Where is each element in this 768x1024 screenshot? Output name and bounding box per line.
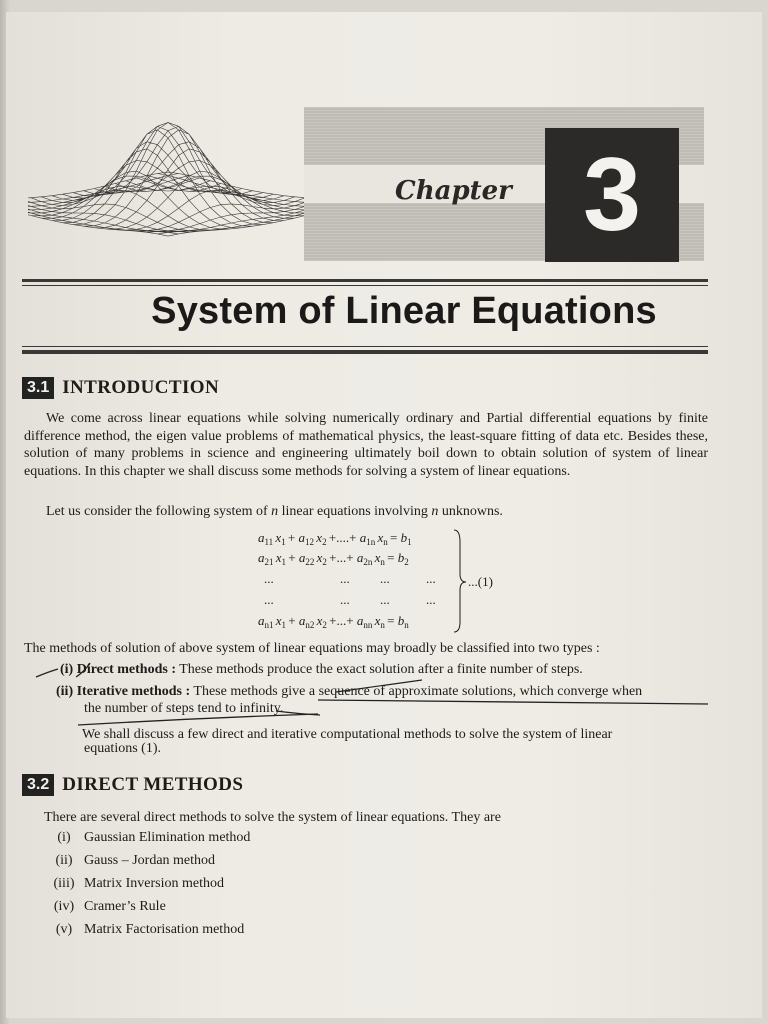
var-n: n — [431, 504, 439, 519]
list-item — [44, 922, 244, 938]
list-num: (iv) — [53, 899, 75, 914]
type-name: Iterative methods : — [76, 684, 191, 699]
classify-line: The methods of solution of above system of linear equations may broadly be classified into two types : — [24, 641, 600, 656]
type-iterative-cont: the number of steps tend to infinity. — [84, 701, 284, 716]
list-num: (ii) — [55, 853, 73, 868]
type-name: Direct methods : — [76, 662, 176, 677]
equation-ellipsis: ... — [380, 592, 390, 607]
type-num: (i) — [60, 662, 74, 677]
type-desc: These methods give a sequence of approximate solutions, which converge when — [193, 684, 643, 699]
list-item — [44, 853, 215, 869]
list-item — [44, 830, 250, 846]
equation-ellipsis: ... — [426, 592, 436, 607]
type-desc: These methods produce the exact solution after a finite number of steps. — [179, 662, 583, 677]
list-label: Gaussian Elimination method — [84, 830, 251, 845]
chapter-number: 3 — [545, 128, 679, 262]
equation-ellipsis: ... — [426, 571, 436, 586]
text: unknowns. — [438, 504, 503, 519]
chapter-label: Chapter — [395, 176, 512, 206]
section-heading-direct — [22, 774, 243, 796]
equation-ellipsis: ... — [264, 592, 274, 607]
equation-label: ...(1) — [468, 574, 493, 589]
list-num: (v) — [55, 922, 73, 937]
section-title: DIRECT METHODS — [62, 774, 244, 795]
closing-line: We shall discuss a few direct and iterative computational methods to solve the system of linear — [82, 727, 613, 742]
equation-ellipsis: ... — [340, 571, 350, 586]
closing-line-2: equations (1). — [84, 741, 161, 756]
list-label: Matrix Inversion method — [84, 876, 224, 891]
list-label: Cramer’s Rule — [84, 899, 166, 914]
list-num: (i) — [57, 830, 71, 845]
text: Let us consider the following system of — [46, 504, 272, 519]
section-number: 3.1 — [22, 377, 54, 399]
equation-row-1: $a_{11}$ $x_1 + a_{12}$ $x_2$ +....+ $a_{1n}$ $x_n = b_1$ — [258, 530, 412, 547]
list-num: (iii) — [53, 876, 75, 891]
equation-ellipsis: ... — [264, 571, 274, 586]
intro-paragraph: We come across linear equations while solving numerically ordinary and Partial differential equations by finite difference method, the eigen value problems of mathematical physics, the least-square fitting of data etc. Besides these, solution of many problems in science and engineering ultimately boil down to obtain solution of system of linear equations. In this chapter we shall discuss some methods for solving a system of linear equations. — [24, 411, 708, 479]
equation-ellipsis: ... — [380, 571, 390, 586]
type-num: (ii) — [56, 684, 74, 699]
section-title: INTRODUCTION — [62, 377, 220, 398]
section-number: 3.2 — [22, 774, 54, 796]
list-item — [44, 876, 224, 892]
equation-row-n: $a_{n1}$ $x_1 + a_{n2}$ $x_2$ +...+ $a_{nn}$ $x_n = b_n$ — [258, 613, 409, 630]
equation-ellipsis: ... — [340, 592, 350, 607]
equation-row-2: $a_{21}$ $x_1 + a_{22}$ $x_2$ +...+ $a_{2n}$ $x_n = b_2$ — [258, 550, 409, 567]
page-title: System of Linear Equations — [151, 290, 657, 332]
var-n: n — [271, 504, 279, 519]
list-label: Gauss – Jordan method — [84, 853, 216, 868]
text: linear equations involving — [278, 504, 432, 519]
direct-intro: There are several direct methods to solve the system of linear equations. They are — [44, 810, 501, 825]
list-item — [44, 899, 166, 915]
list-label: Matrix Factorisation method — [84, 922, 245, 937]
